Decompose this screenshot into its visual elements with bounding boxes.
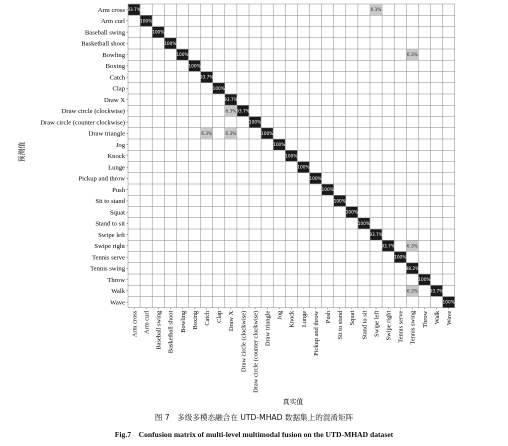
cell-value-label: 6.3% — [406, 289, 418, 295]
cell-value-label: 100% — [140, 19, 153, 25]
x-axis-title: 真实值 — [282, 398, 304, 406]
y-tick-label: Sit to stand — [95, 198, 125, 206]
cell-value-label: 93.7% — [369, 233, 383, 239]
cell-value-label: 6.3% — [406, 244, 418, 250]
cell-value-label: 100% — [273, 143, 286, 149]
x-tick-label: Clap — [216, 310, 224, 323]
y-tick-label: Draw circle (clockwise) — [61, 108, 125, 116]
y-tick-label: Tennis swing — [90, 265, 125, 273]
y-tick-label: Boxing — [105, 63, 125, 71]
cell-value-label: 93.7% — [127, 8, 141, 14]
y-tick-label: Swipe left — [98, 231, 125, 239]
x-tick-label: Swipe left — [373, 310, 381, 337]
cell-value-label: 93.7% — [224, 98, 238, 104]
cell-value-label: 6.3% — [406, 53, 418, 59]
x-tick-label: Wave — [445, 310, 453, 326]
y-tick-label: Lunge — [108, 164, 125, 172]
x-tick-label: Arm curl — [143, 310, 151, 334]
cell-value-label: 100% — [152, 30, 165, 36]
x-tick-label: Throw — [421, 310, 429, 328]
y-tick-label: Wave — [110, 299, 125, 307]
y-tick-label: Basketball shoot — [81, 40, 125, 48]
figure-caption-chinese: 图 7 多级多模态融合在 UTD-MHAD 数据集上的混淆矩阵 — [154, 413, 354, 422]
x-tick-label: Boxing — [191, 310, 199, 330]
cell-value-label: 100% — [345, 210, 358, 216]
cell-value-label: 100% — [164, 41, 177, 47]
x-tick-label: Baseball swing — [155, 310, 163, 350]
x-tick-label: Draw X — [228, 310, 236, 332]
y-tick-label: Arm cross — [97, 6, 125, 14]
cell-value-label: 100% — [357, 221, 371, 227]
y-tick-label: Baseball swing — [84, 29, 125, 37]
cell-value-label: 6.3% — [370, 8, 382, 14]
x-tick-label: Draw circle (counter clockwise) — [252, 310, 260, 393]
x-tick-label: Catch — [203, 310, 211, 326]
x-tick-label: Bowling — [179, 310, 187, 333]
cell-value-label: 100% — [321, 188, 334, 194]
cell-value-label: 100% — [418, 278, 431, 284]
cell-value-label: 88.2% — [405, 266, 420, 272]
x-tick-label: Walk — [433, 310, 441, 325]
y-tick-label: Draw circle (counter clockwise) — [40, 119, 125, 127]
y-tick-label: Draw triangle — [88, 130, 125, 138]
y-tick-label: Jog — [115, 141, 125, 149]
y-tick-label: Squat — [109, 209, 125, 217]
cell-value-label: 6.3% — [201, 131, 213, 137]
x-tick-label: Sit to stand — [337, 310, 345, 340]
cell-value-label: 93.7% — [429, 289, 444, 295]
x-tick-label: Squat — [349, 310, 357, 326]
y-tick-label: Walk — [111, 288, 125, 296]
cell-value-label: 93.7% — [236, 109, 250, 115]
x-tick-label: Stand to sit — [361, 310, 369, 340]
x-tick-label: Lunge — [300, 310, 308, 328]
cell-value-label: 100% — [248, 120, 262, 126]
cell-value-label: 6.3% — [225, 131, 237, 137]
x-tick-label: Tennis swing — [409, 310, 417, 345]
cell-value-label: 100% — [309, 176, 322, 182]
cell-value-label: 100% — [176, 53, 189, 59]
cell-value-label: 6.3% — [225, 109, 237, 115]
x-tick-label: Pickup and throw — [312, 310, 320, 356]
y-tick-label: Catch — [109, 74, 125, 82]
y-tick-label: Stand to sit — [95, 220, 125, 228]
x-tick-labels — [131, 308, 453, 393]
cell-value-label: 93.7% — [199, 75, 214, 81]
x-tick-label: Tennis serve — [397, 310, 405, 343]
x-tick-label: Push — [324, 310, 332, 324]
x-tick-label: Draw triangle — [264, 310, 272, 347]
x-tick-label: Knock — [288, 310, 296, 328]
x-tick-label: Arm cross — [131, 310, 139, 338]
y-tick-label: Tennis serve — [91, 254, 125, 262]
x-tick-label: Draw circle (clockwise) — [240, 310, 248, 373]
y-tick-label: Push — [112, 186, 125, 194]
y-tick-label: Pickup and throw — [78, 175, 125, 183]
cell-value-label: 100% — [285, 154, 298, 160]
y-tick-label: Clap — [112, 85, 125, 93]
cell-value-label: 100% — [333, 199, 346, 205]
y-tick-label: Swipe right — [94, 243, 125, 251]
cell-value-label: 100% — [297, 165, 310, 171]
figure-caption-english: Fig.7 Confusion matrix of multi-level multimodal fusion on the UTD-MHAD dataset — [114, 430, 394, 439]
cell-value-label: 93.7% — [381, 244, 395, 250]
cell-value-label: 100% — [212, 86, 225, 92]
x-tick-label: Jog — [276, 310, 284, 320]
y-tick-label: Draw X — [103, 96, 125, 104]
y-tick-label: Throw — [107, 276, 125, 284]
y-tick-label: Knock — [107, 153, 125, 161]
cell-value-label: 100% — [394, 255, 407, 261]
y-tick-label: Bowling — [102, 51, 125, 59]
x-tick-label: Swipe right — [385, 310, 393, 341]
cell-value-label: 100% — [261, 131, 274, 137]
y-axis-title: 预测值 — [18, 141, 26, 163]
cell-value-label: 100% — [442, 300, 455, 306]
y-tick-labels — [40, 7, 128, 307]
cell-value-label: 100% — [188, 64, 201, 70]
y-tick-label: Arm curl — [101, 18, 125, 26]
x-tick-label: Basketball shoot — [167, 310, 175, 354]
